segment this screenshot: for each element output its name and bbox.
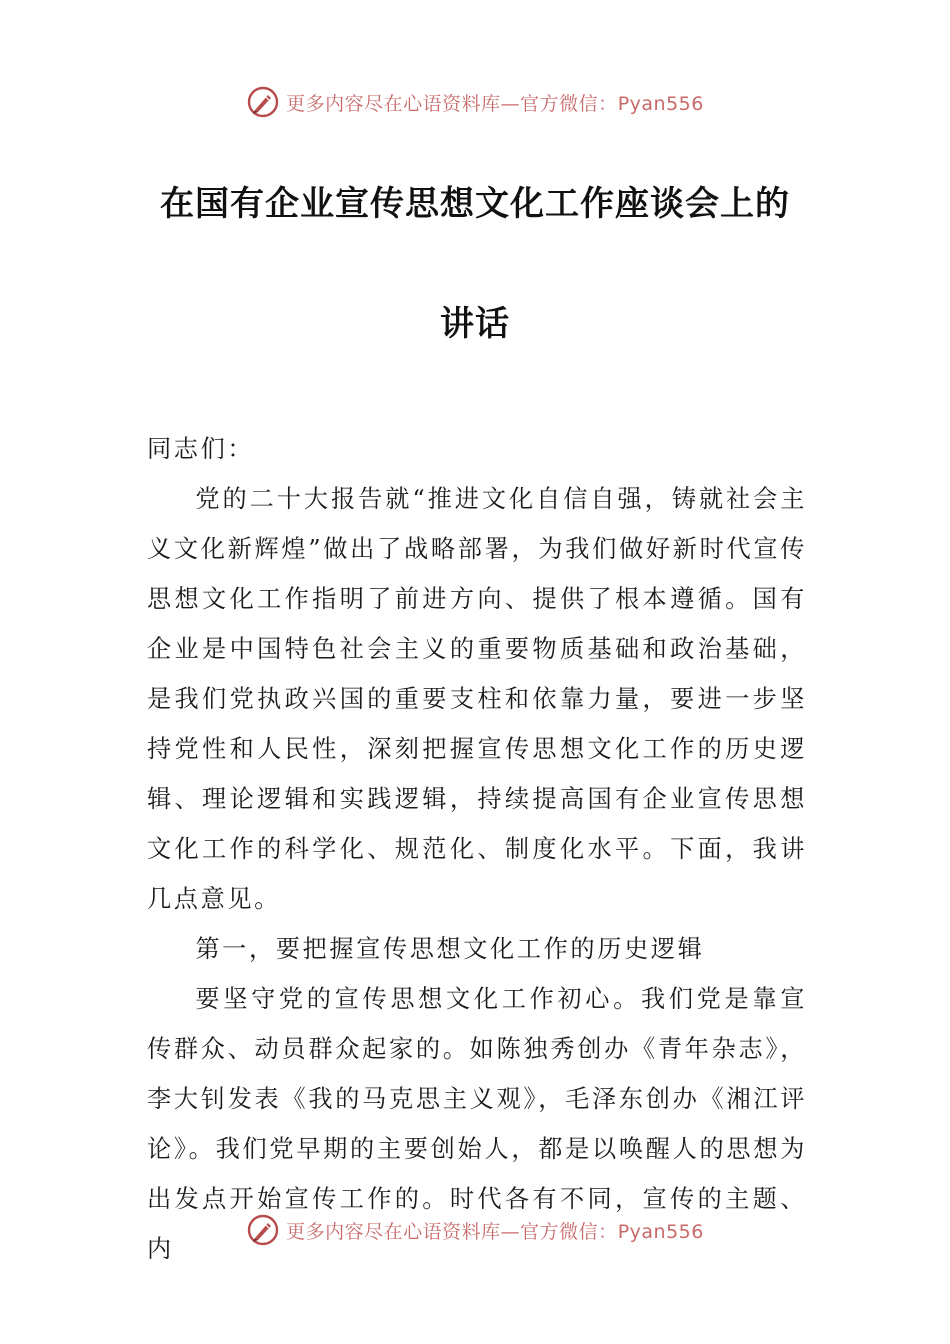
document-title-line-2: 讲话 xyxy=(440,304,510,344)
paragraph: 要坚守党的宣传思想文化工作初心。我们党是靠宣传群众、动员群众起家的。如陈独秀创办《青年杂志》，李大钊发表《我的马克思主义观》，毛泽东创办《湘江评论》。我们党早期的主要创始人，都是以唤醒人的思想为出发点开始宣传工作的。时代各有不同，宣传的主题、内 xyxy=(147,985,807,1263)
document-title-line-1: 在国有企业宣传思想文化工作座谈会上的 xyxy=(160,184,790,224)
watermark-text: 更多内容尽在心语资料库—官方微信：Pyan556 xyxy=(286,92,704,115)
section-heading: 第一，要把握宣传思想文化工作的历史逻辑 xyxy=(195,935,705,963)
paragraph: 党的二十大报告就“推进文化自信自强，铸就社会主义文化新辉煌”做出了战略部署，为我们做好新时代宣传思想文化工作指明了前进方向、提供了根本遵循。国有企业是中国特色社会主义的重要物质基础和政治基础，是我们党执政兴国的重要支柱和依靠力量，要进一步坚持党性和人民性，深刻把握宣传思想文化工作的历史逻辑、理论逻辑和实践逻辑，持续提高国有企业宣传思想文化工作的科学化、规范化、制度化水平。下面，我讲几点意见。 xyxy=(147,485,807,913)
watermark-banner-top xyxy=(0,80,950,124)
watermark-banner-bottom xyxy=(0,1208,950,1252)
document-body xyxy=(147,424,807,1274)
pen-logo-icon xyxy=(246,85,280,119)
pen-logo-icon xyxy=(246,1213,280,1247)
watermark-text: 更多内容尽在心语资料库—官方微信：Pyan556 xyxy=(286,1220,704,1243)
salutation: 同志们： xyxy=(147,435,255,463)
